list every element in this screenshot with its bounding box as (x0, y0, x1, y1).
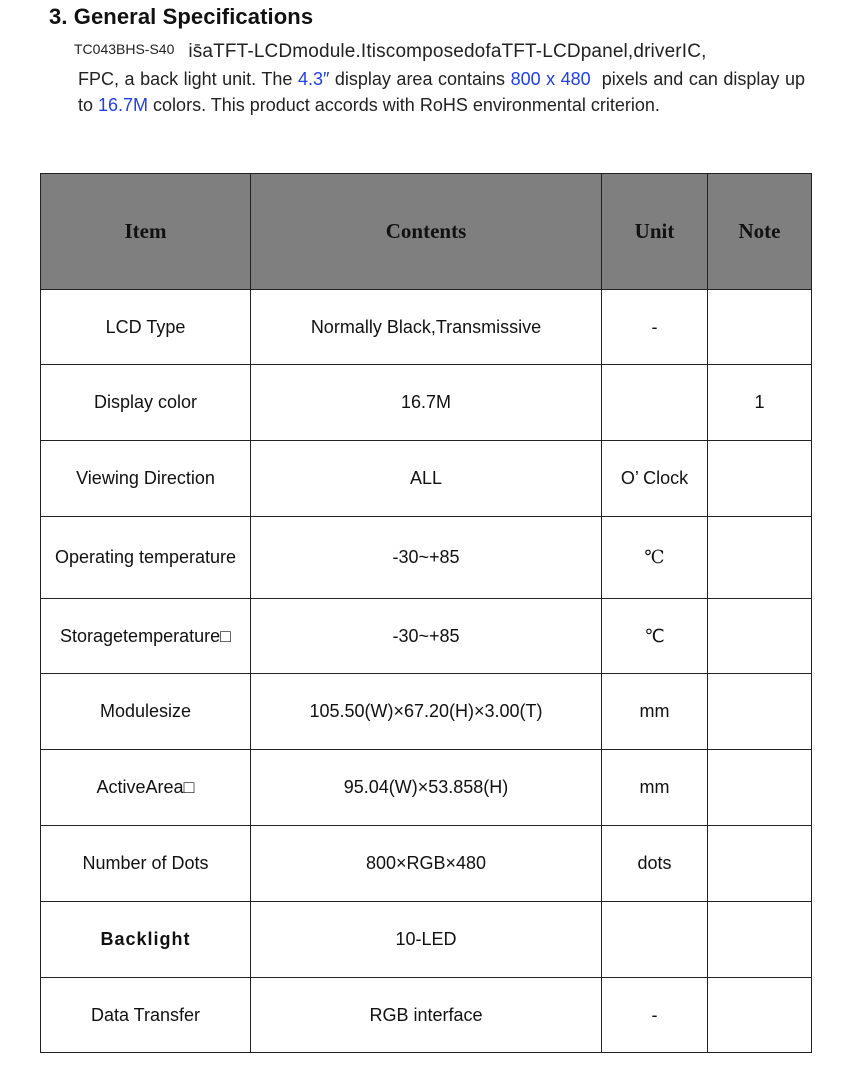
cell-contents: 105.50(W)×67.20(H)×3.00(T) (251, 674, 602, 750)
color-count-value: 16.7M (98, 95, 149, 115)
cell-note (708, 826, 812, 902)
cell-note (708, 441, 812, 517)
cell-unit: ℃ (602, 517, 708, 599)
table-row (41, 441, 812, 517)
table-row (41, 902, 812, 978)
cell-item: ActiveArea□ (41, 750, 251, 826)
table-row (41, 750, 812, 826)
cell-note (708, 517, 812, 599)
table-row (41, 517, 812, 599)
cell-note (708, 902, 812, 978)
cell-item: Backlight (41, 902, 251, 978)
cell-item: Viewing Direction (41, 441, 251, 517)
intro-first-line (74, 38, 805, 65)
cell-note (708, 750, 812, 826)
cell-unit: ℃ (602, 599, 708, 674)
cell-unit: mm (602, 750, 708, 826)
cell-contents: ALL (251, 441, 602, 517)
cell-note (708, 290, 812, 365)
cell-contents: -30~+85 (251, 599, 602, 674)
display-size-value: 4.3″ (297, 69, 330, 89)
cell-item: Number of Dots (41, 826, 251, 902)
cell-contents: 10-LED (251, 902, 602, 978)
header-note: Note (708, 174, 812, 290)
cell-item: Modulesize (41, 674, 251, 750)
cell-note (708, 674, 812, 750)
cell-note: 1 (708, 365, 812, 441)
table-header-row (41, 174, 812, 290)
cell-item: Display color (41, 365, 251, 441)
table-row (41, 290, 812, 365)
intro-text-part3: pixels and can display up to (78, 69, 805, 115)
intro-text-part2: display area contains (329, 69, 511, 89)
cell-note (708, 599, 812, 674)
intro-condensed-text: is̄aTFT-LCDmodule.ItiscomposedofaTFT-LCDpanel,driverIC, (188, 41, 707, 62)
cell-unit: dots (602, 826, 708, 902)
table-row (41, 599, 812, 674)
intro-text-part4: colors. This product accords with RoHS environmental criterion. (148, 95, 660, 115)
cell-item: Data Transfer (41, 978, 251, 1053)
header-contents: Contents (251, 174, 602, 290)
table-row (41, 674, 812, 750)
cell-item: Operating temperature (41, 517, 251, 599)
section-heading: 3. General Specifications (49, 4, 314, 29)
cell-item: LCD Type (41, 290, 251, 365)
cell-contents: 95.04(W)×53.858(H) (251, 750, 602, 826)
cell-unit: - (602, 978, 708, 1053)
cell-unit: O’ Clock (602, 441, 708, 517)
cell-item: Storagetemperature□ (41, 599, 251, 674)
intro-paragraph (74, 38, 805, 118)
cell-contents: RGB interface (251, 978, 602, 1053)
cell-contents: -30~+85 (251, 517, 602, 599)
cell-contents: 800×RGB×480 (251, 826, 602, 902)
specifications-table (40, 173, 812, 1053)
table-row (41, 365, 812, 441)
model-number: TC043BHS-S40 (74, 41, 175, 57)
table-row (41, 978, 812, 1053)
cell-unit (602, 365, 708, 441)
cell-contents: 16.7M (251, 365, 602, 441)
cell-note (708, 978, 812, 1053)
resolution-value: 800 x 480 (510, 69, 591, 89)
cell-unit: mm (602, 674, 708, 750)
cell-unit (602, 902, 708, 978)
header-unit: Unit (602, 174, 708, 290)
table-row (41, 826, 812, 902)
header-item: Item (41, 174, 251, 290)
cell-unit: - (602, 290, 708, 365)
intro-text-part1: FPC, a back light unit. The (78, 69, 298, 89)
intro-body (78, 66, 805, 118)
cell-contents: Normally Black,Transmissive (251, 290, 602, 365)
